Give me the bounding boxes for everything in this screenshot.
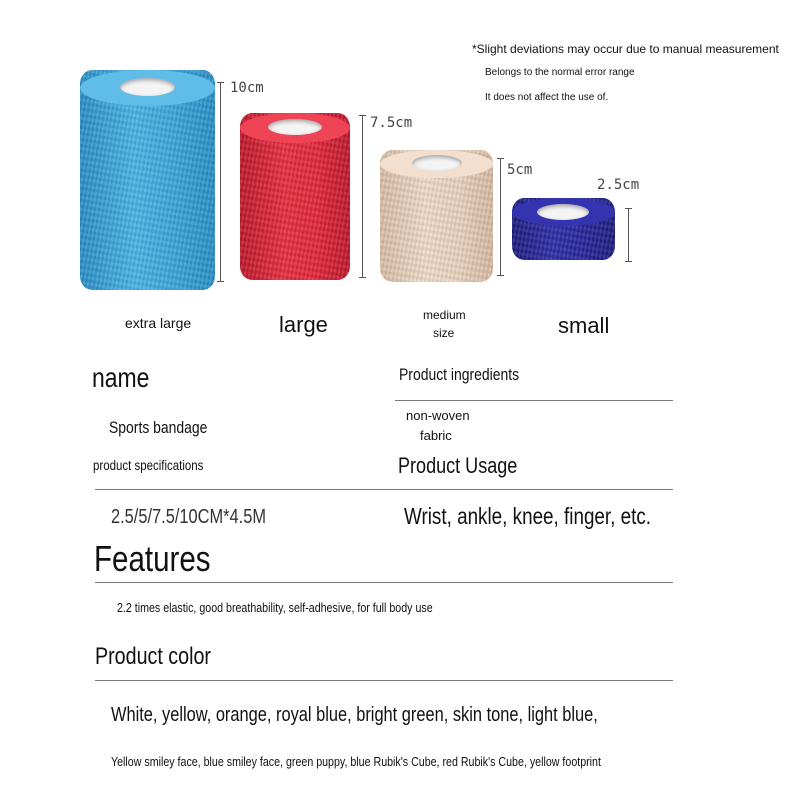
spec-value: 2.5/5/7.5/10CM*4.5M — [111, 506, 266, 528]
divider — [95, 680, 673, 681]
ingredients-heading: Product ingredients — [399, 365, 520, 384]
pattern-value: Yellow smiley face, blue smiley face, green puppy, blue Rubik's Cube, red Rubik's Cube, yellow footprint — [111, 754, 601, 769]
size-label: large — [279, 312, 328, 337]
size-label: small — [558, 313, 610, 338]
measure-bar-7-5cm — [362, 115, 363, 278]
measure-bar-2-5cm — [628, 208, 629, 262]
dimension-label: 7.5cm — [370, 115, 413, 131]
usage-heading: Product Usage — [398, 453, 518, 478]
divider — [95, 489, 673, 490]
dimension-label: 5cm — [507, 162, 533, 178]
features-value: 2.2 times elastic, good breathability, self-adhesive, for full body use — [117, 600, 433, 615]
color-heading: Product color — [95, 643, 211, 670]
measure-bar-5cm — [500, 158, 501, 276]
name-heading: name — [92, 362, 150, 393]
bandage-roll-small — [512, 198, 615, 260]
name-value: Sports bandage — [109, 418, 208, 437]
ingredients-value: fabric — [420, 428, 452, 443]
disclaimer-line2: Belongs to the normal error range — [485, 67, 635, 78]
bandage-roll-extra-large — [80, 70, 215, 290]
features-heading: Features — [94, 538, 211, 579]
usage-value: Wrist, ankle, knee, finger, etc. — [404, 503, 652, 529]
measure-bar-10cm — [220, 82, 221, 282]
divider — [95, 582, 673, 583]
bandage-roll-medium — [380, 150, 493, 282]
disclaimer-note: *Slight deviations may occur due to manual measurement — [472, 42, 779, 56]
divider — [395, 400, 673, 401]
dimension-label: 10cm — [230, 80, 264, 96]
size-label: medium — [423, 308, 466, 322]
dimension-label: 2.5cm — [597, 177, 640, 193]
disclaimer-line3: It does not affect the use of. — [485, 92, 609, 103]
ingredients-value: non-woven — [406, 408, 470, 423]
bandage-roll-large — [240, 113, 350, 280]
size-label: size — [433, 326, 455, 340]
size-label: extra large — [125, 315, 192, 331]
color-value: White, yellow, orange, royal blue, bright green, skin tone, light blue, — [111, 704, 598, 726]
spec-heading: product specifications — [93, 457, 204, 473]
